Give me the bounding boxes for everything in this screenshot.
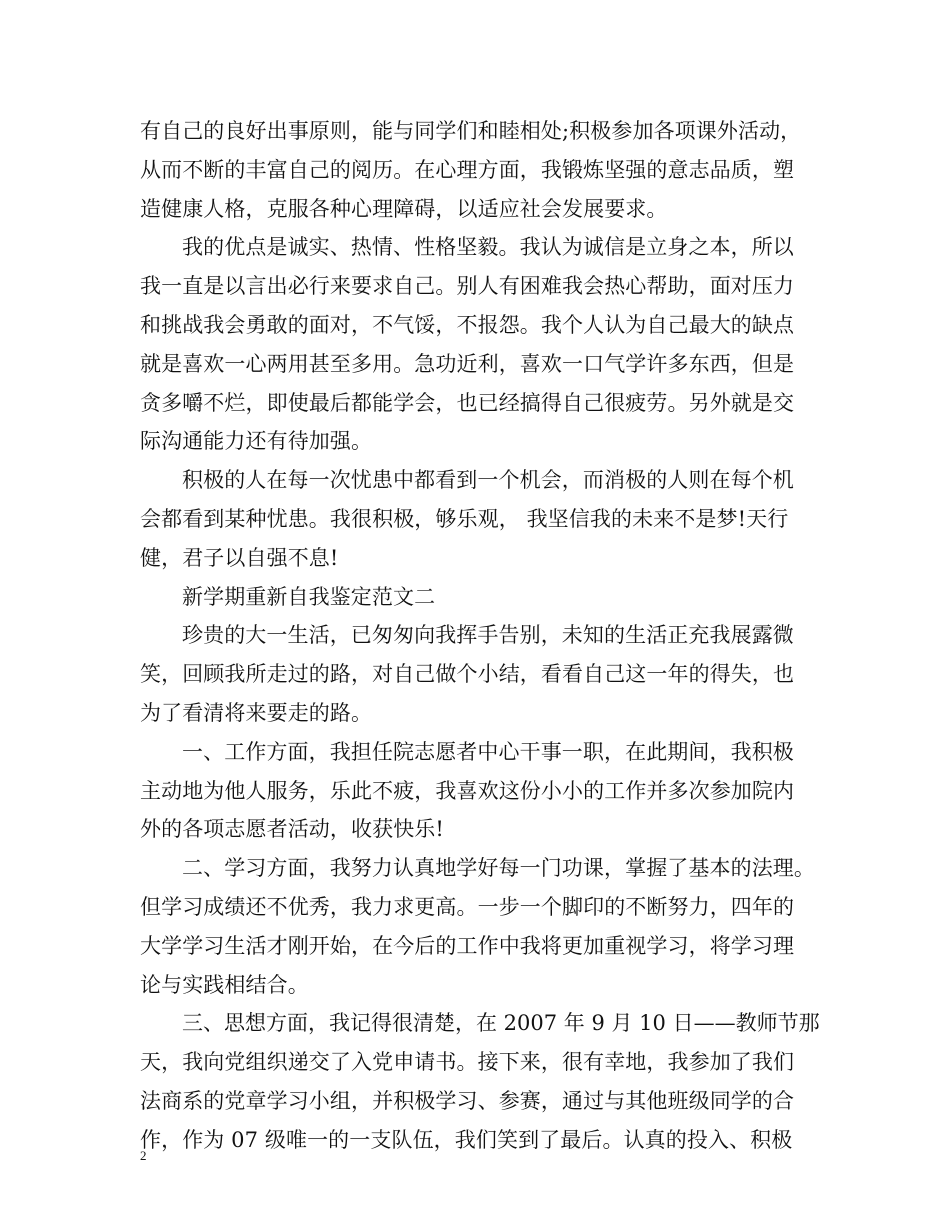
text-line: 二、学习方面，我努力认真地学好每一门功课，掌握了基本的法理。: [182, 856, 815, 881]
text-line: 有自己的良好出事原则，能与同学们和睦相处;积极参加各项课外活动，: [140, 119, 802, 143]
text-line: 作，作为 07 级唯一的一支队伍，我们笑到了最后。认真的投入、积极: [140, 1127, 793, 1152]
page-number: 2: [140, 1148, 147, 1163]
text-line: 贪多嚼不烂，即使最后都能学会，也已经搞得自己很疲劳。另外就是交: [140, 390, 795, 415]
text-line: 我一直是以言出必行来要求自己。别人有困难我会热心帮助，面对压力: [140, 274, 795, 299]
text-line: 天，我向党组织递交了入党申请书。接下来，很有幸地，我参加了我们: [140, 1050, 795, 1075]
document-body: [140, 112, 820, 1160]
text-line: 我的优点是诚实、热情、性格坚毅。我认为诚信是立身之本，所以: [182, 235, 794, 260]
text-line: 就是喜欢一心两用甚至多用。急功近利，喜欢一口气学许多东西，但是: [140, 351, 795, 376]
text-line: 新学期重新自我鉴定范文二: [182, 584, 436, 609]
text-line: 法商系的党章学习小组，并积极学习、参赛，通过与其他班级同学的合: [140, 1088, 795, 1113]
text-line: 大学学习生活才刚开始，在今后的工作中我将更加重视学习，将学习理: [140, 933, 795, 958]
text-line: 健，君子以自强不息!: [140, 545, 339, 570]
text-line: 积极的人在每一次忧患中都看到一个机会，而消极的人则在每个机: [182, 468, 794, 493]
text-line: 笑，回顾我所走过的路，对自己做个小结，看看自己这一年的得失，也: [140, 662, 795, 687]
text-line: 一、工作方面，我担任院志愿者中心干事一职，在此期间，我积极: [182, 739, 794, 764]
text-line: 造健康人格，克服各种心理障碍，以适应社会发展要求。: [140, 196, 668, 221]
text-line: 主动地为他人服务，乐此不疲，我喜欢这份小小的工作并多次参加院内: [140, 778, 795, 803]
text-line: 和挑战我会勇敢的面对，不气馁，不报怨。我个人认为自己最大的缺点: [140, 312, 795, 337]
text-line: 但学习成绩还不优秀，我力求更高。一步一个脚印的不断努力，四年的: [140, 894, 795, 919]
text-line: 会都看到某种忧患。我很积极，够乐观， 我坚信我的未来不是梦!天行: [140, 506, 789, 531]
text-line: 从而不断的丰富自己的阅历。在心理方面，我锻炼坚强的意志品质，塑: [140, 157, 795, 182]
text-line: 珍贵的大一生活，已匆匆向我挥手告别，未知的生活正充我展露微: [182, 623, 794, 648]
text-line: 论与实践相结合。: [140, 972, 309, 997]
text-line: 外的各项志愿者活动，收获快乐!: [140, 817, 444, 842]
text-line: 三、思想方面，我记得很清楚，在 2007 年 9 月 10 日——教师节那: [182, 1011, 820, 1036]
text-line: 为了看清将来要走的路。: [140, 700, 373, 725]
text-line: 际沟通能力还有待加强。: [140, 429, 373, 454]
